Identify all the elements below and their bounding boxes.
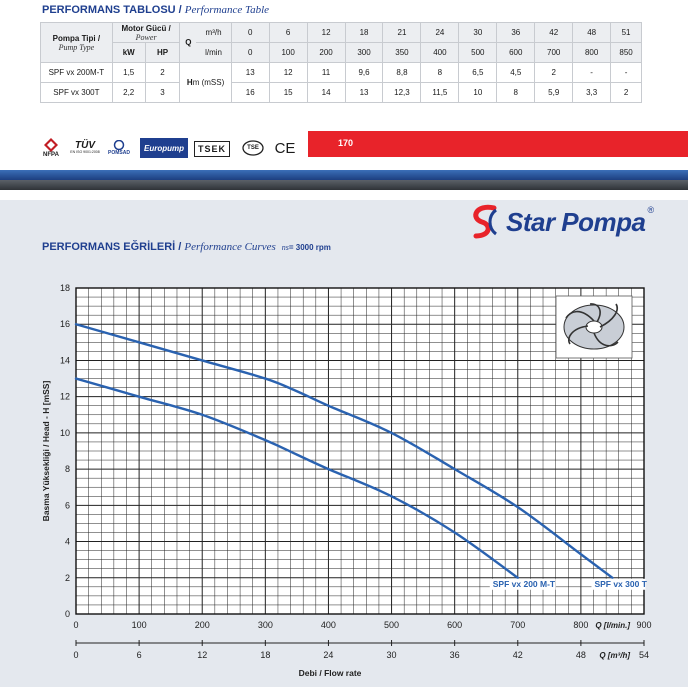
x2-tick-label: 12: [197, 650, 208, 660]
y-tick-label: 12: [59, 391, 70, 402]
pump-type-cell: SPF vx 300T: [41, 83, 113, 103]
table-title-tr: PERFORMANS TABLOSU /: [42, 4, 185, 16]
q-unit-m3h: m³/h: [196, 23, 231, 43]
tsek-logo: TSEK: [194, 141, 230, 157]
registered-mark: ®: [647, 205, 655, 215]
pump-type-cell: SPF vx 200M-T: [41, 63, 113, 83]
q-unit-lmin: l/min: [196, 43, 231, 63]
x-tick-label: 900: [636, 620, 652, 630]
h-cell: 15: [269, 83, 307, 103]
x-axis-label-lmin: Q [l/min.]: [595, 621, 630, 630]
h-cell: 11,5: [421, 83, 459, 103]
q-m3h-cell: 51: [611, 23, 642, 43]
h-cell: -: [611, 63, 642, 83]
h-cell: 11: [307, 63, 345, 83]
q-lmin-cell: 850: [611, 43, 642, 63]
curves-title-tr: PERFORMANS EĞRİLERİ /: [42, 241, 185, 253]
h-cell: 2: [611, 83, 642, 103]
h-cell: 8: [497, 83, 535, 103]
x-tick-label: 200: [194, 620, 210, 630]
q-lmin-cell: 500: [459, 43, 497, 63]
x2-tick-label: 30: [386, 650, 397, 660]
table-title-en: Performance Table: [184, 4, 270, 16]
y-tick-label: 14: [59, 355, 70, 366]
y-tick-label: 10: [59, 427, 70, 438]
x-axis-label-m3h: Q [m³/h]: [599, 651, 630, 660]
tse-logo: TSE: [240, 138, 266, 158]
x-tick-label: 600: [447, 620, 463, 630]
h-cell: 2: [535, 63, 573, 83]
q-m3h-cell: 48: [573, 23, 611, 43]
h-cell: 12: [269, 63, 307, 83]
page-number: 170: [338, 138, 354, 148]
x-tick-label: 800: [573, 620, 589, 630]
q-lmin-cell: 100: [269, 43, 307, 63]
q-m3h-cell: 6: [269, 23, 307, 43]
q-lmin-cell: 350: [383, 43, 421, 63]
curves-title-en: Performance Curves: [184, 241, 276, 253]
x-tick-label: 400: [320, 620, 336, 630]
hp-cell: 2: [145, 63, 180, 83]
x2-tick-label: 42: [512, 650, 523, 660]
series-label: SPF vx 300 T: [594, 578, 647, 589]
x2-tick-label: 36: [449, 650, 460, 660]
kw-cell: 1,5: [112, 63, 145, 83]
h-cell: -: [573, 63, 611, 83]
q-m3h-cell: 42: [535, 23, 573, 43]
y-tick-label: 6: [64, 500, 70, 511]
kw-cell: 2,2: [112, 83, 145, 103]
europump-logo: Europump: [140, 138, 188, 158]
h-cell: 16: [231, 83, 269, 103]
y-tick-label: 18: [59, 283, 70, 293]
impeller-icon: [556, 296, 632, 358]
y-tick-label: 0: [64, 609, 70, 619]
x2-tick-label: 6: [136, 650, 142, 660]
q-lmin-cell: 300: [345, 43, 383, 63]
x-tick-label: 300: [257, 620, 273, 630]
x-tick-label: 100: [131, 620, 147, 630]
nfpa-logo: NFPA: [40, 138, 62, 158]
q-m3h-cell: 36: [497, 23, 535, 43]
x-tick-label: 700: [510, 620, 526, 630]
x2-tick-label: 48: [575, 650, 586, 660]
hp-header: HP: [145, 43, 180, 63]
q-m3h-cell: 12: [307, 23, 345, 43]
h-header: Hm (mSS): [180, 63, 231, 103]
ns-label: ns: [281, 243, 289, 252]
q-lmin-cell: 400: [421, 43, 459, 63]
h-cell: 9,6: [345, 63, 383, 83]
pomsad-logo: POMSAD: [106, 138, 132, 158]
x-axis-title: Debi / Flow rate: [298, 668, 362, 678]
q-lmin-cell: 800: [573, 43, 611, 63]
h-cell: 14: [307, 83, 345, 103]
h-cell: 13: [231, 63, 269, 83]
x2-tick-label: 24: [323, 650, 334, 660]
hp-cell: 3: [145, 83, 180, 103]
tuv-logo: TÜV EN ISO 9001:2008: [70, 140, 100, 155]
q-header: Q: [180, 23, 196, 63]
kw-header: kW: [112, 43, 145, 63]
y-tick-label: 2: [64, 572, 70, 583]
h-cell: 8: [421, 63, 459, 83]
h-cell: 4,5: [497, 63, 535, 83]
q-m3h-cell: 0: [231, 23, 269, 43]
q-m3h-cell: 18: [345, 23, 383, 43]
h-cell: 12,3: [383, 83, 421, 103]
h-cell: 8,8: [383, 63, 421, 83]
x2-tick-label: 54: [638, 650, 650, 660]
q-m3h-cell: 24: [421, 23, 459, 43]
x2-tick-label: 18: [260, 650, 271, 660]
q-lmin-cell: 0: [231, 43, 269, 63]
ce-mark: CE: [274, 139, 296, 157]
y-axis-title: Basma Yüksekliği / Head - H [mSS]: [41, 380, 51, 522]
h-cell: 3,3: [573, 83, 611, 103]
q-lmin-cell: 600: [497, 43, 535, 63]
ns-value: = 3000 rpm: [288, 243, 331, 252]
brand-name: Star Pompa: [506, 206, 646, 237]
q-lmin-cell: 200: [307, 43, 345, 63]
y-tick-label: 8: [64, 464, 70, 475]
x2-tick-label: 0: [73, 650, 79, 660]
y-tick-label: 4: [64, 536, 70, 547]
x-tick-label: 0: [73, 620, 79, 630]
x-tick-label: 500: [384, 620, 400, 630]
motor-power-header: Motor Gücü / Power: [112, 23, 180, 43]
h-cell: 5,9: [535, 83, 573, 103]
h-cell: 13: [345, 83, 383, 103]
pump-type-header: Pompa Tipi / Pump Type: [41, 23, 113, 63]
y-tick-label: 16: [59, 319, 70, 330]
h-cell: 6,5: [459, 63, 497, 83]
q-m3h-cell: 30: [459, 23, 497, 43]
q-lmin-cell: 700: [535, 43, 573, 63]
series-label: SPF vx 200 M-T: [492, 578, 556, 589]
q-m3h-cell: 21: [383, 23, 421, 43]
h-cell: 10: [459, 83, 497, 103]
